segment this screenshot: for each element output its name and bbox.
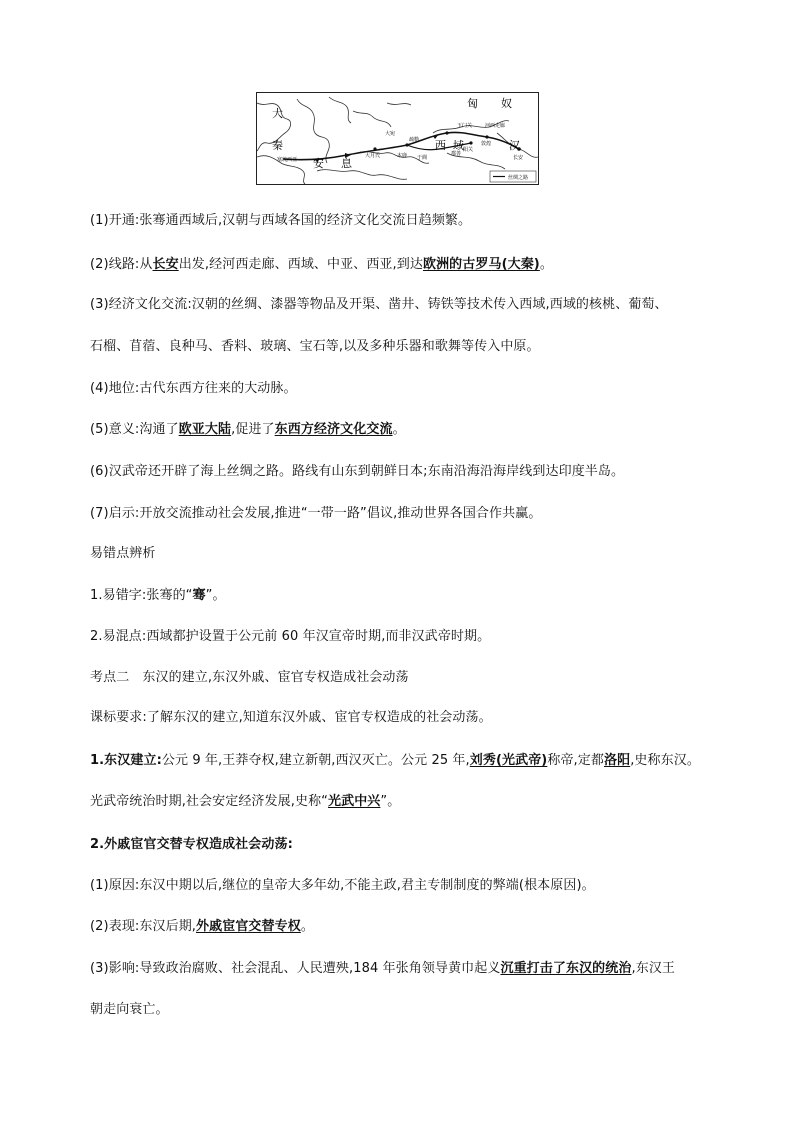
emphasized-text: 沉重打击了东汉的统治 — [500, 961, 632, 976]
text-segment: (2)线路:从 — [90, 257, 153, 272]
text-segment: (1)开通:张骞通西域后,汉朝与西域各国的经济文化交流日趋频繁。 — [90, 213, 472, 228]
text-segment: ”。 — [205, 588, 226, 603]
map-label-qin: 秦 — [272, 140, 283, 152]
emphasized-text: 光武中兴 — [328, 794, 381, 809]
map-label-yumenguan: 玉门关 — [457, 123, 473, 129]
map-label-da: 大 — [272, 108, 283, 120]
text-segment: 。 — [392, 422, 406, 437]
emphasized-text: 骞 — [192, 588, 206, 603]
map-label-an: 安 — [313, 158, 324, 170]
map-label-xiyu-yu: 域 — [453, 140, 464, 152]
silk-road-map-graphic — [257, 93, 538, 184]
text-line — [90, 256, 553, 274]
text-line — [90, 463, 624, 481]
emphasized-text: 欧亚大陆 — [178, 422, 232, 437]
text-line — [90, 212, 471, 230]
text-segment: 石榴、苜蓿、良种马、香料、玻璃、宝石等,以及多种乐器和歌舞等传入中原。 — [90, 339, 540, 354]
text-line — [90, 380, 297, 398]
text-segment: 2.易混点:西域都护设置于公元前 60 年汉宣帝时期,而非汉武帝时期。 — [90, 629, 491, 644]
map-label-xiyu-xi: 西 — [435, 140, 446, 152]
emphasized-text: 欧洲的古罗马(大秦) — [422, 257, 540, 272]
map-label-yangguan: 阳关 — [463, 147, 474, 153]
text-line — [90, 421, 406, 439]
text-line — [90, 628, 490, 646]
text-line — [90, 545, 156, 563]
emphasized-text: 外戚宦官交替专权 — [196, 919, 301, 934]
text-line — [90, 1001, 169, 1019]
map-legend-label: 丝绸之路 — [508, 175, 529, 181]
map-label-han: 汉 — [509, 140, 520, 152]
map-label-shule: 疏勒 — [409, 137, 420, 143]
text-segment: ,东汉王 — [631, 961, 676, 976]
text-segment: (5)意义:沟通了 — [90, 422, 179, 437]
text-line — [90, 793, 400, 811]
map-label-nu: 奴 — [501, 98, 512, 110]
text-segment: (4)地位:古代东西方往来的大动脉。 — [90, 381, 297, 396]
map-label-dayuan: 大宛 — [385, 131, 396, 137]
text-segment: 。 — [300, 919, 314, 934]
text-line — [90, 836, 293, 854]
text-line — [90, 669, 409, 687]
map-label-dunhuang: 敦煌 — [481, 141, 492, 147]
text-segment: 出发,经河西走廊、西域、中亚、西亚,到达 — [178, 257, 423, 272]
text-line — [90, 338, 540, 356]
map-label-yutian: 于阗 — [417, 155, 428, 161]
map-label-daiyuezhi: 大月氏 — [365, 153, 381, 159]
map-label-hexi: 河西走廊 — [485, 123, 506, 129]
text-line — [90, 296, 668, 314]
map-label-mulu: 木鹿 — [397, 153, 408, 159]
text-segment: 1.易错字:张骞的“ — [90, 588, 193, 603]
text-line — [90, 918, 314, 936]
text-segment: (7)启示:开放交流推动社会发展,推进“一带一路”倡议,推动世界各国合作共赢。 — [90, 506, 542, 521]
text-segment: 公元 9 年,王莽夺权,建立新朝,西汉灭亡。公元 25 年, — [161, 753, 470, 768]
map-label-changan: 长安 — [513, 155, 524, 161]
text-line — [90, 505, 541, 523]
text-segment: (2)表现:东汉后期, — [90, 919, 197, 934]
text-segment: (3)经济文化交流:汉朝的丝绸、漆器等物品及开渠、凿井、铸铁等技术传入西域,西域的核桃、葡萄、 — [90, 297, 668, 312]
text-segment: (1)原因:东汉中期以后,继位的皇帝大多年幼,不能主政,君主专制制度的弊端(根本原因)。 — [90, 878, 595, 893]
map-label-xiong: 匈 — [467, 98, 478, 110]
silk-road-map — [256, 92, 539, 185]
text-line — [90, 709, 492, 727]
text-segment: ,促进了 — [231, 422, 275, 437]
text-segment: 称帝,定都 — [547, 753, 604, 768]
map-label-xi: 息 — [341, 158, 352, 170]
text-segment: ”。 — [380, 794, 401, 809]
emphasized-text: 洛阳 — [604, 753, 631, 768]
text-segment: 易错点辨析 — [90, 546, 156, 561]
text-line — [90, 587, 226, 605]
text-segment: 光武帝统治时期,社会安定经济发展,史称“ — [90, 794, 328, 809]
text-segment: 考点二 东汉的建立,东汉外戚、宦官专权造成社会动荡 — [90, 670, 409, 685]
emphasized-text: 东西方经济文化交流 — [274, 422, 393, 437]
text-segment: 。 — [539, 257, 553, 272]
emphasized-text: 长安 — [152, 257, 179, 272]
map-label-shanshan: 鄯善 — [451, 151, 462, 157]
text-segment: 朝走向衰亡。 — [90, 1002, 169, 1017]
text-line — [90, 960, 675, 978]
text-segment: ,史称东汉。 — [630, 753, 700, 768]
text-segment: (3)影响:导致政治腐败、社会混乱、人民遭殃,184 年张角领导黄巾起义 — [90, 961, 501, 976]
text-line — [90, 877, 595, 895]
emphasized-text: 2.外戚宦官交替专权造成社会动荡: — [90, 837, 293, 852]
text-line — [90, 752, 700, 770]
emphasized-text: 1.东汉建立: — [90, 753, 162, 768]
emphasized-text: 刘秀(光武帝) — [469, 753, 548, 768]
map-label-seleucia: 塞琉西亚 — [277, 157, 298, 163]
text-segment: (6)汉武帝还开辟了海上丝绸之路。路线有山东到朝鲜日本;东南沿海沿海岸线到达印度半岛。 — [90, 464, 625, 479]
text-segment: 课标要求:了解东汉的建立,知道东汉外戚、宦官专权造成的社会动荡。 — [90, 710, 492, 725]
